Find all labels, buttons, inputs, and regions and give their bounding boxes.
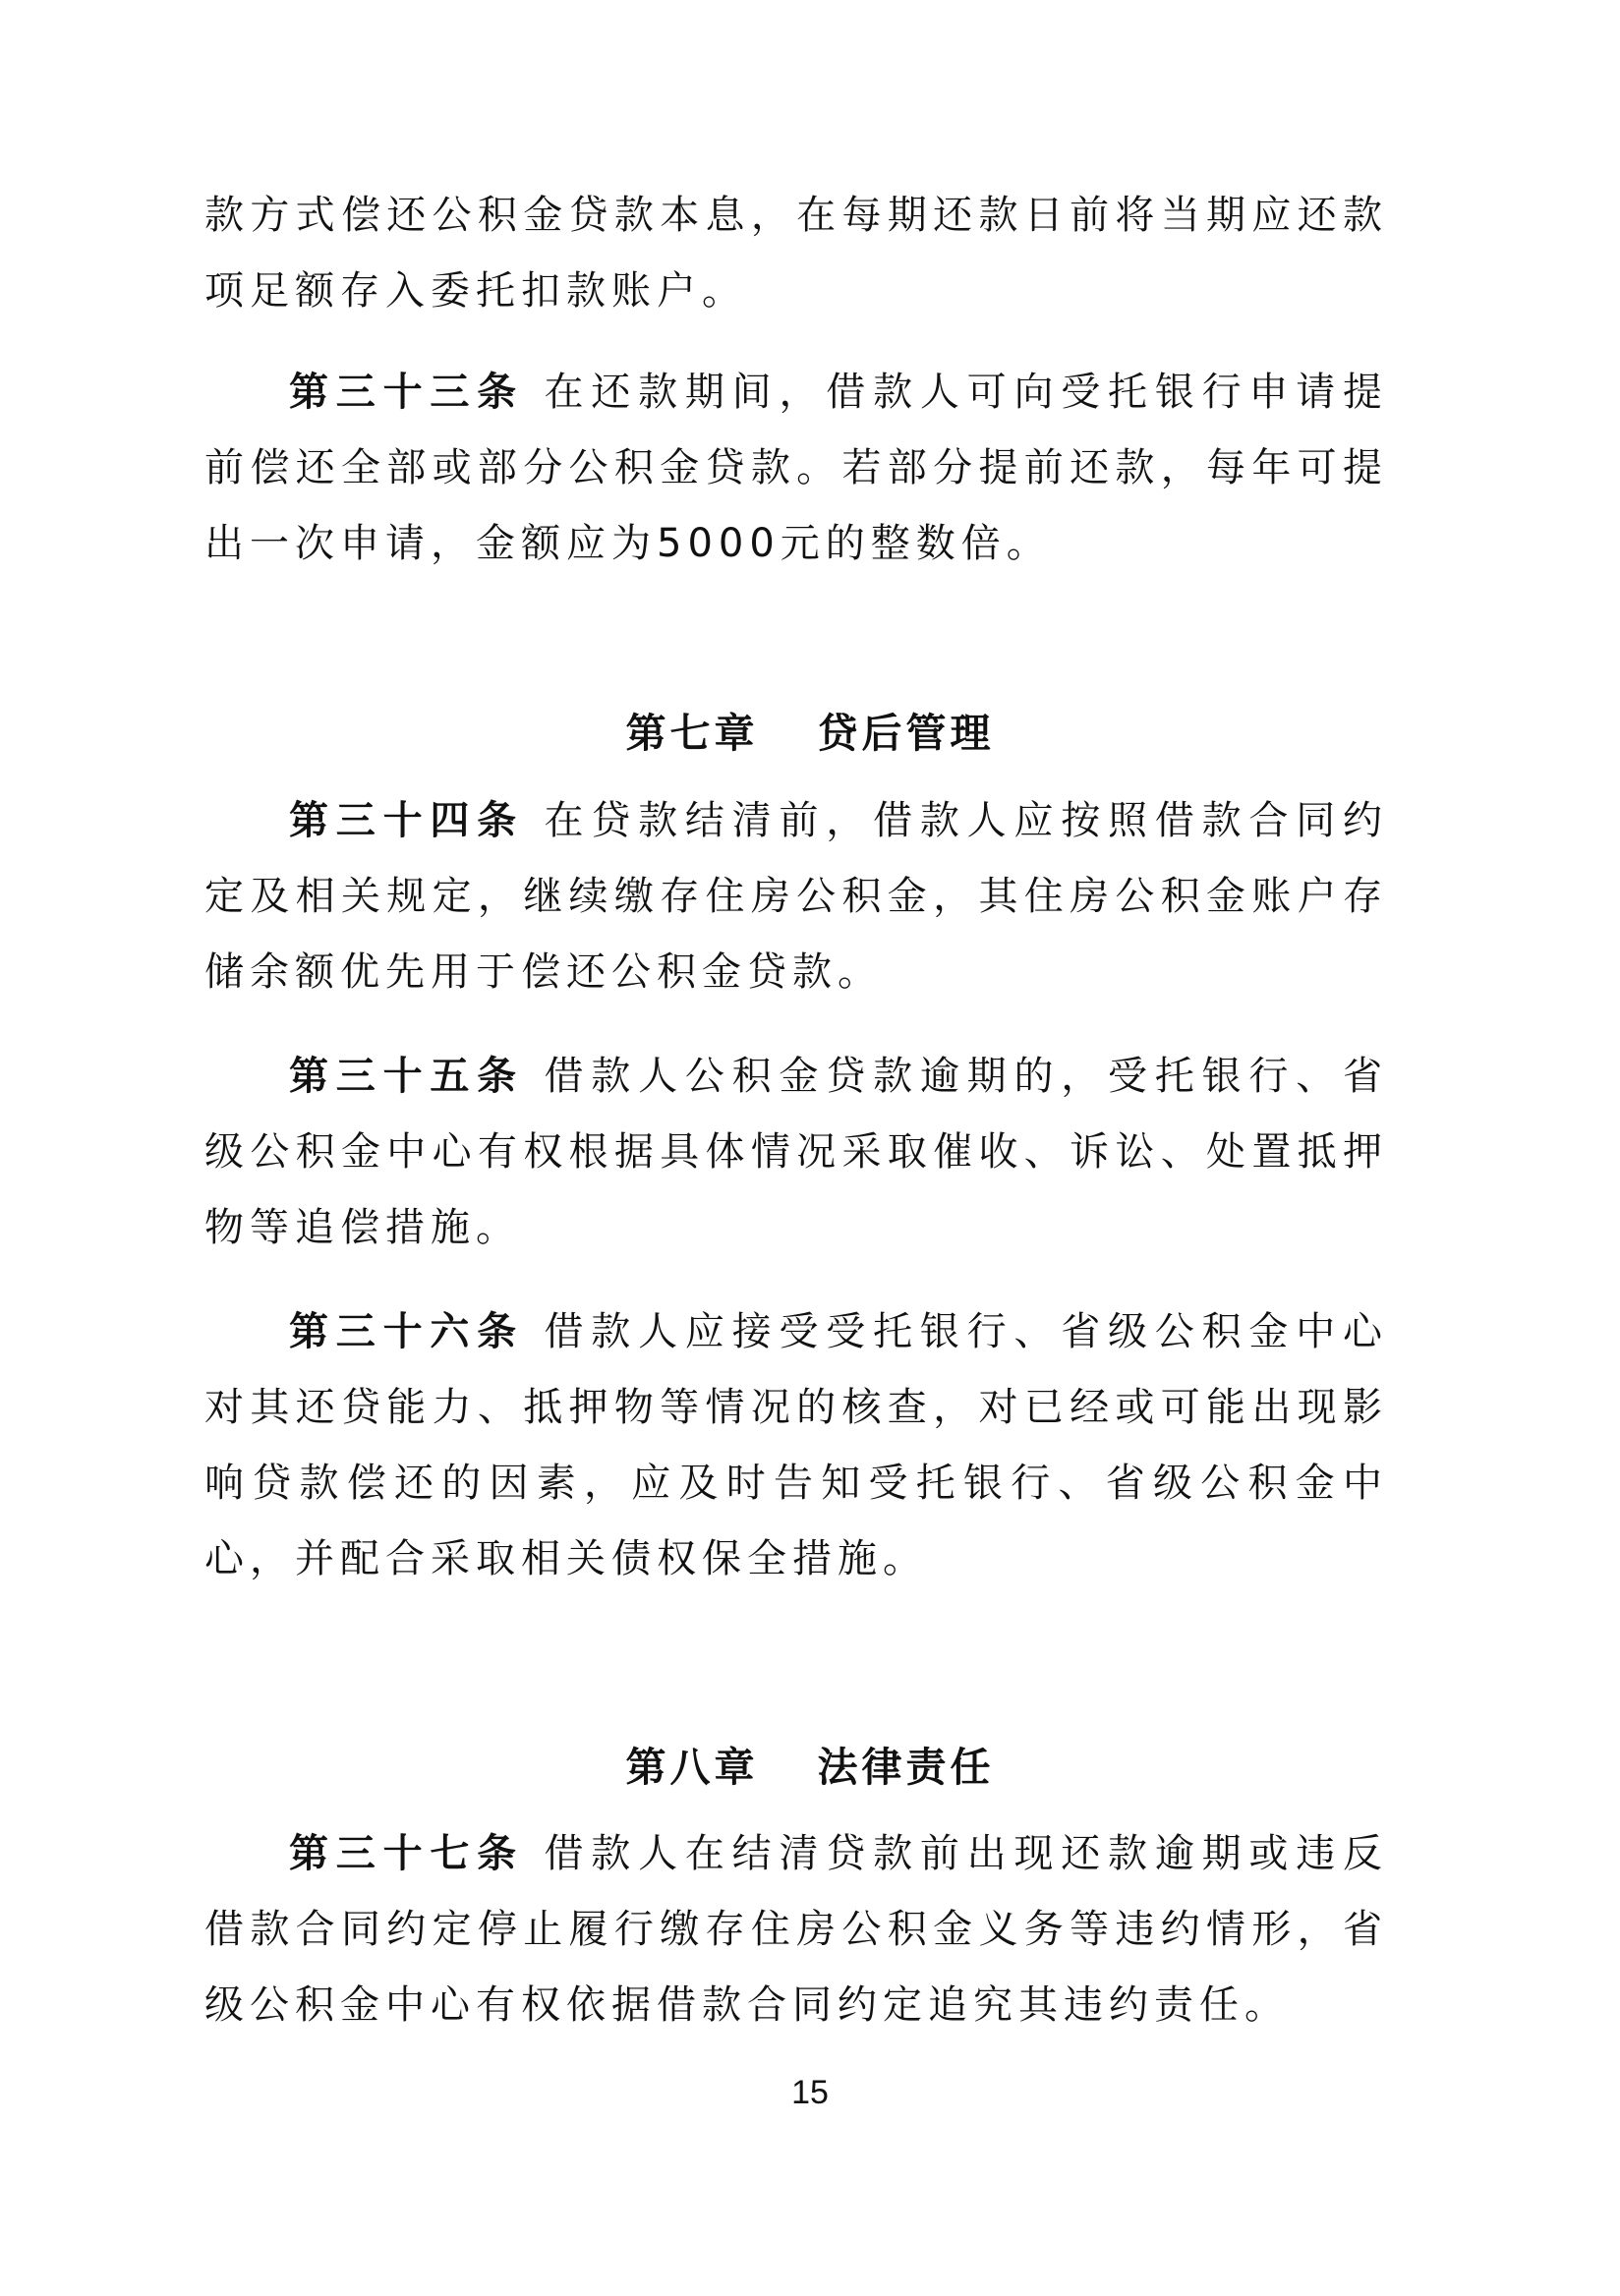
chapter-heading-8 bbox=[0, 1730, 1620, 1806]
chapter-title: 贷后管理 bbox=[817, 710, 995, 757]
chapter-number: 第八章 bbox=[625, 1744, 759, 1791]
article-heading: 第三十三条 bbox=[289, 370, 524, 415]
article-35 bbox=[204, 1039, 1388, 1266]
article-text: 在还款期间，借款人可向受托银行申请提前偿还全部或部分公积金贷款。若部分提前还款，每年可提出一次申请，金额应为5000元的整数倍。 bbox=[204, 370, 1389, 566]
paragraph-continuation bbox=[204, 178, 1388, 329]
article-heading: 第三十四条 bbox=[289, 798, 524, 843]
article-37 bbox=[204, 1816, 1388, 2043]
chapter-number: 第七章 bbox=[625, 710, 759, 757]
article-heading: 第三十五条 bbox=[289, 1054, 524, 1099]
article-text: 借款人公积金贷款逾期的，受托银行、省级公积金中心有权根据具体情况采取催收、诉讼、处置抵押物等追偿措施。 bbox=[204, 1054, 1389, 1250]
article-text: 在贷款结清前，借款人应按照借款合同约定及相关规定，继续缴存住房公积金，其住房公积金账户存储余额优先用于偿还公积金贷款。 bbox=[204, 798, 1389, 995]
chapter-heading-7 bbox=[0, 696, 1620, 772]
chapter-title: 法律责任 bbox=[817, 1744, 995, 1791]
paragraph-text: 款方式偿还公积金贷款本息，在每期还款日前将当期应还款项足额存入委托扣款账户。 bbox=[204, 193, 1388, 314]
article-text: 借款人应接受受托银行、省级公积金中心对其还贷能力、抵押物等情况的核查，对已经或可能出现影响贷款偿还的因素，应及时告知受托银行、省级公积金中心，并配合采取相关债权保全措施。 bbox=[204, 1309, 1389, 1581]
page-number: 15 bbox=[791, 2074, 829, 2111]
article-heading: 第三十六条 bbox=[289, 1309, 524, 1354]
article-33 bbox=[204, 355, 1388, 582]
article-text: 借款人在结清贷款前出现还款逾期或违反借款合同约定停止履行缴存住房公积金义务等违约情形，省级公积金中心有权依据借款合同约定追究其违约责任。 bbox=[204, 1831, 1389, 2028]
article-34 bbox=[204, 783, 1388, 1010]
article-heading: 第三十七条 bbox=[289, 1831, 524, 1876]
article-36 bbox=[204, 1294, 1388, 1597]
